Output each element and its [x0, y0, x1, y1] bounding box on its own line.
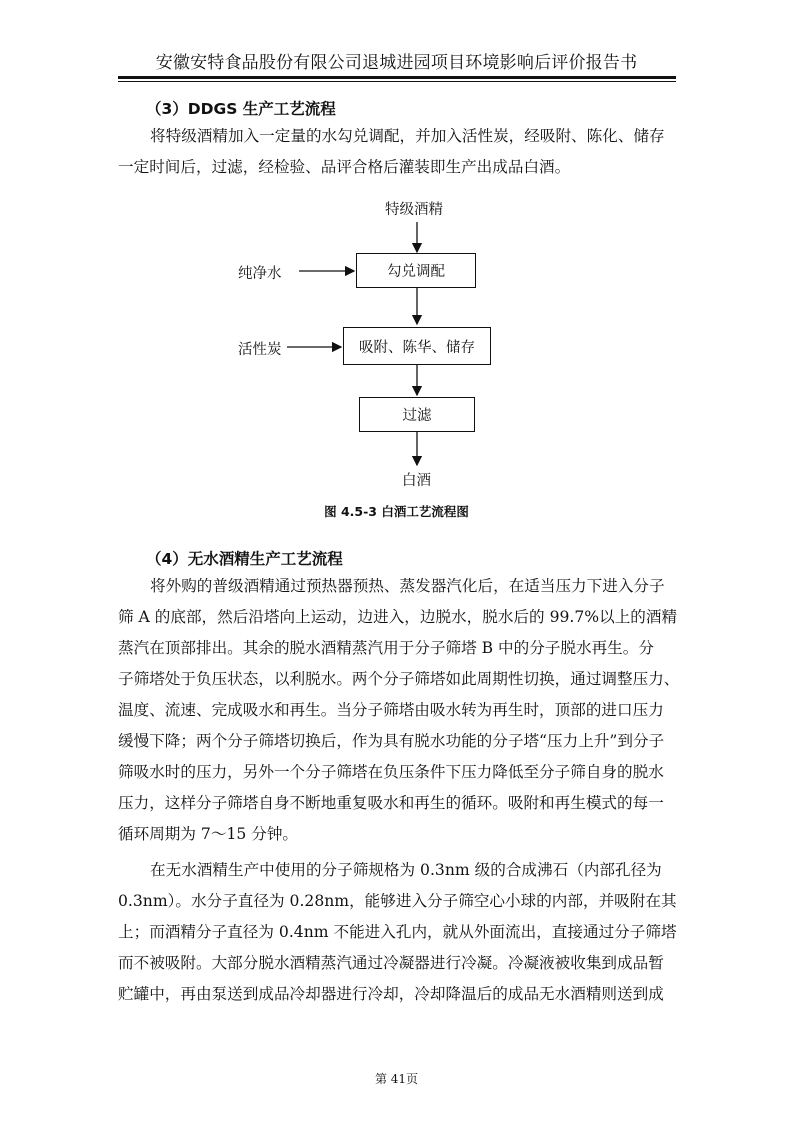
p1-line: 筛吸水时的压力，另外一个分子筛塔在负压条件下压力降低至分子筛自身的脱水 [118, 763, 664, 781]
p1-line: 循环周期为 7～15 分钟。 [118, 825, 299, 843]
p1-line: 将外购的普级酒精通过预热器预热、蒸发器汽化后，在适当压力下进入分子 [150, 577, 665, 595]
figure-caption: 图 4.5-3 白酒工艺流程图 [324, 504, 469, 519]
document-header-title: 安徽安特食品股份有限公司退城进园项目环境影响后评价报告书 [155, 53, 638, 73]
p1-line: 筛 A 的底部，然后沿塔向上运动，边进入，边脱水，脱水后的 99.7%以上的酒精 [118, 608, 678, 626]
flow-box-blending [356, 253, 476, 288]
section-3-heading: （3）DDGS 生产工艺流程 [146, 100, 336, 118]
flow-box-adsorption [343, 327, 491, 365]
flow-input-water: 纯净水 [238, 266, 282, 282]
p1-line: 缓慢下降；两个分子筛塔切换后，作为具有脱水功能的分子塔“压力上升”到分子 [118, 732, 665, 750]
p2-line: 而不被吸附。大部分脱水酒精蒸汽通过冷凝器进行冷凝。冷凝液被收集到成品暂 [118, 954, 664, 972]
flow-input-carbon: 活性炭 [238, 342, 282, 358]
flow-box-adsorption-label: 吸附、陈华、储存 [359, 339, 475, 356]
p2-line: 在无水酒精生产中使用的分子筛规格为 0.3nm 级的合成沸石（内部孔径为 [150, 861, 662, 879]
p1-line: 温度、流速、完成吸水和再生。当分子筛塔由吸水转为再生时，顶部的进口压力 [118, 701, 664, 719]
p1-line: 蒸汽在顶部排出。其余的脱水酒精蒸汽用于分子筛塔 B 中的分子脱水再生。分 [118, 639, 654, 657]
flow-box-blending-label: 勾兑调配 [387, 264, 445, 280]
flow-input-alcohol: 特级酒精 [385, 202, 443, 218]
section-3-line-2: 一定时间后，过滤，经检验、品评合格后灌装即生产出成品白酒。 [118, 158, 571, 176]
p2-line: 上；而酒精分子直径为 0.4nm 不能进入孔内，就从外面流出，直接通过分子筛塔 [118, 923, 677, 941]
p2-line: 0.3nm）。水分子直径为 0.28nm，能够进入分子筛空心小球的内部，并吸附在其 [118, 892, 677, 910]
p1-line: 子筛塔处于负压状态，以利脱水。两个分子筛塔如此周期性切换，通过调整压力、 [118, 670, 680, 688]
section-4-heading: （4）无水酒精生产工艺流程 [146, 550, 343, 568]
section-3-line-1: 将特级酒精加入一定量的水勾兑调配，并加入活性炭，经吸附、陈化、储存 [150, 127, 665, 145]
p1-line: 压力，这样分子筛塔自身不断地重复吸水和再生的循环。吸附和再生模式的每一 [118, 794, 664, 812]
page-number: 第 41页 [374, 1072, 419, 1086]
flow-output-liquor: 白酒 [402, 473, 431, 489]
flow-box-filtration [359, 397, 475, 432]
p2-line: 贮罐中，再由泵送到成品冷却器进行冷却，冷却降温后的成品无水酒精则送到成 [118, 985, 664, 1003]
flow-box-filtration-label: 过滤 [402, 408, 432, 424]
